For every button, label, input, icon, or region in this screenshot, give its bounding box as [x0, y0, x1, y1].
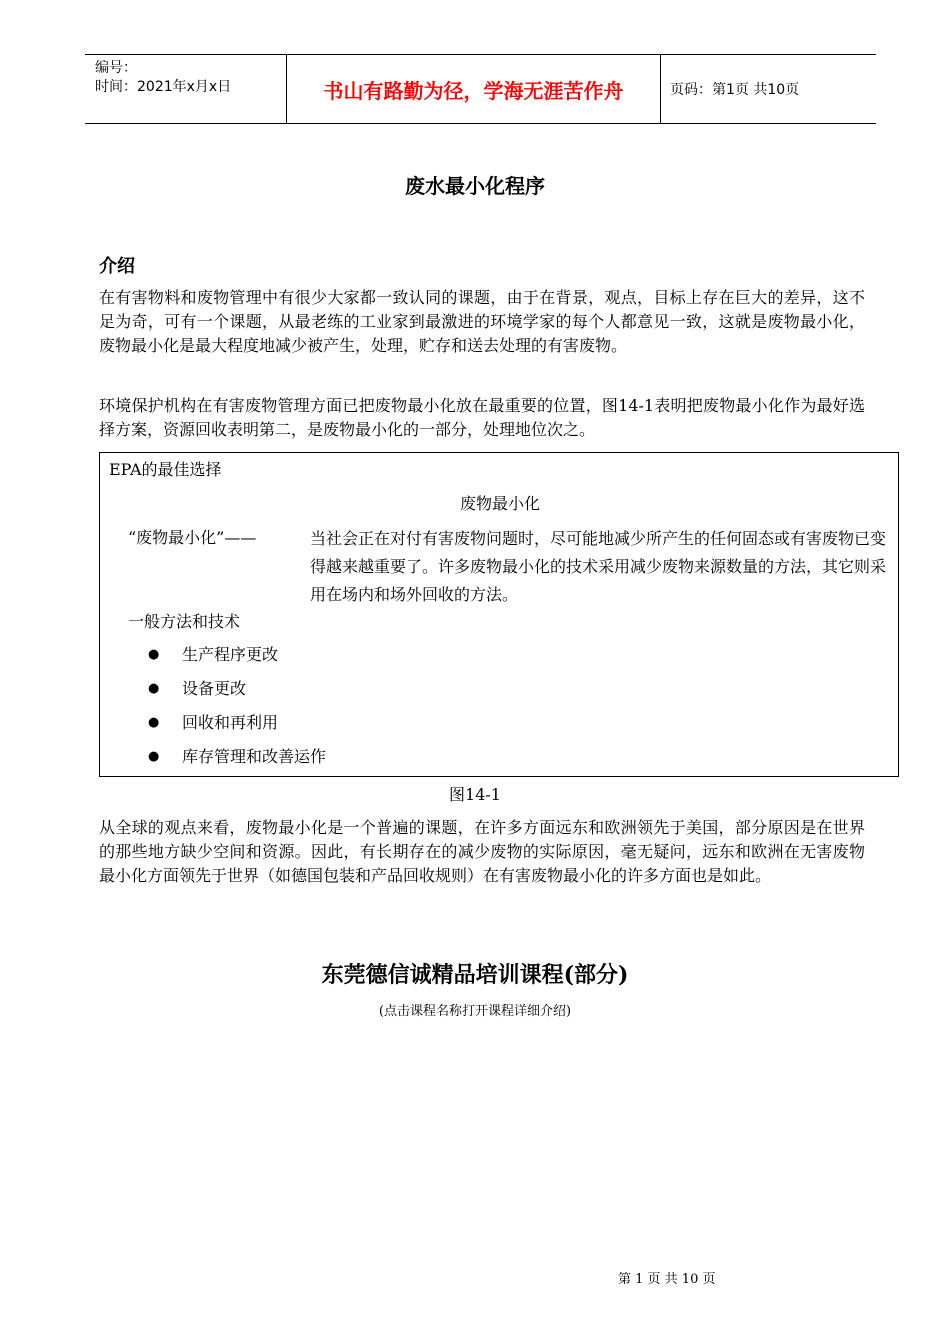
definition-body: 当社会正在对付有害废物问题时，尽可能地减少所产生的任何固态或有害废物已变得越来越重要了。许多废物最小化的技术采用减少废物来源数量的方法，其它则采用在场内和场外回收的方法。: [310, 529, 887, 604]
method-label: 设备更改: [182, 679, 247, 698]
bullet-icon: ●: [148, 749, 160, 764]
header-page-info: 页码：第1页 共10页: [670, 82, 800, 98]
header-meta: [95, 59, 231, 97]
method-label: 生产程序更改: [182, 645, 279, 664]
number-label: 编号：: [95, 60, 137, 76]
global-paragraph: 从全球的观点来看，废物最小化是一个普遍的课题，在许多方面远东和欧洲领先于美国，部分原因是在世界的那些地方缺少空间和资源。因此，有长期存在的减少废物的实际原因，毫无疑问，远东和欧洲在无害废物最小化方面领先于世界（如德国包装和产品回收规则）在有害废物最小化的许多方面也是如此。: [99, 818, 865, 885]
bullet-icon: ●: [148, 681, 160, 696]
figure-center-title: 废物最小化: [459, 494, 540, 513]
intro-paragraph-1: 在有害物料和废物管理中有很少大家都一致认同的课题，由于在背景，观点，目标上存在巨大的差异，这不足为奇，可有一个课题，从最老练的工业家到最激进的环境学家的每个人都意见一致，这就是废物最小化，废物最小化是最大程度地减少被产生，处理，贮存和送去处理的有害废物。: [99, 288, 865, 355]
methods-title: 一般方法和技术: [128, 612, 241, 631]
list-item: [148, 643, 326, 677]
figure-box: [99, 452, 899, 777]
figure-caption: 图14-1: [449, 785, 501, 804]
course-title-link[interactable]: 东莞德信诚精品培训课程(部分): [321, 962, 629, 988]
time-label: 时间：2021年x月x日: [95, 79, 232, 95]
list-item: [148, 677, 326, 711]
bullet-icon: ●: [148, 647, 160, 662]
document-title: 废水最小化程序: [405, 174, 545, 198]
methods-list: [148, 643, 326, 779]
bullet-icon: ●: [148, 715, 160, 730]
section-title-intro: 介绍: [99, 256, 135, 277]
page-footer: 第 1 页 共 10 页: [618, 1272, 716, 1287]
method-label: 库存管理和改善运作: [182, 747, 327, 766]
list-item: [148, 711, 326, 745]
figure-label: EPA的最佳选择: [109, 460, 222, 479]
course-subtitle: (点击课程名称打开课程详细介绍): [378, 1004, 572, 1019]
header-motto: 书山有路勤为径，学海无涯苦作舟: [286, 55, 661, 123]
list-item: [148, 745, 326, 779]
method-label: 回收和再利用: [182, 713, 279, 732]
page-header: [85, 54, 876, 124]
intro-paragraph-2: 环境保护机构在有害废物管理方面已把废物最小化放在最重要的位置，图14-1表明把废物最小化作为最好选择方案，资源回收表明第二，是废物最小化的一部分，处理地位次之。: [99, 396, 865, 439]
definition-term: “废物最小化”——: [128, 528, 257, 547]
